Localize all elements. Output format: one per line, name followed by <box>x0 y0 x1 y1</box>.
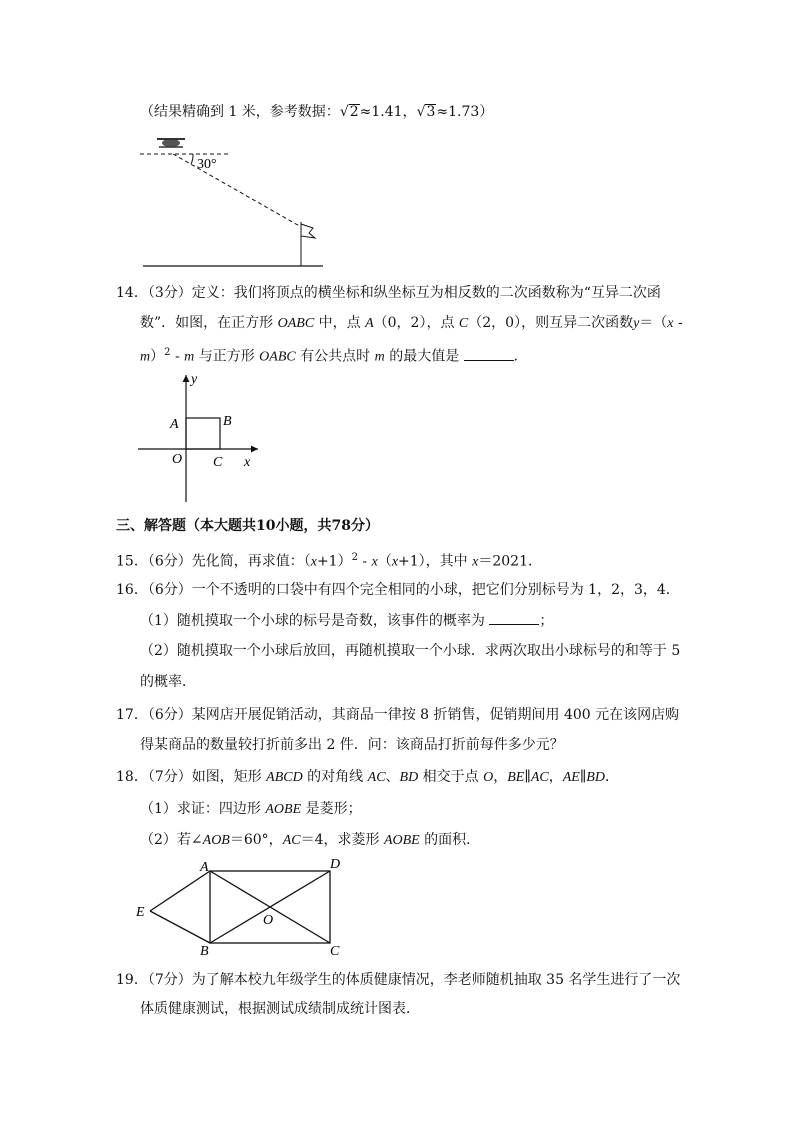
q18-ac: AC <box>367 770 386 785</box>
q18-text: 、 <box>385 769 400 785</box>
q18-text: 18．（7分）如图，矩形 <box>116 769 267 785</box>
q15-text: +1） <box>316 553 352 570</box>
q18-text: ， <box>493 769 508 785</box>
q18-text: ＝4，求菱形 <box>300 832 384 848</box>
q18-bd: BD <box>399 770 419 785</box>
label-x: x <box>244 455 251 470</box>
q14-text: 有公共点时 <box>295 348 375 365</box>
q18-ac: AC <box>282 833 301 848</box>
flag-icon <box>301 222 315 266</box>
q18-text: ＝60°， <box>229 832 283 848</box>
q17-line2: 得某商品的数量较打折前多出 2 件．问：该商品打折前每件多少元？ <box>140 737 564 753</box>
q15-text: 15．（6分）先化简，再求值：（ <box>116 553 311 570</box>
q18-abcd: ABCD <box>266 770 303 785</box>
q14-line3 <box>140 343 528 368</box>
label-d: D <box>330 857 341 872</box>
q14-point-a: A <box>365 316 374 331</box>
q16-part1 <box>140 610 553 631</box>
q14-point-c: C <box>458 316 469 331</box>
q18-text: 是菱形； <box>301 801 362 817</box>
q19-line1: 19．（7分）为了解本校九年级学生的体质健康情况，李老师随机抽取 35 名学生进行了一次 <box>116 972 681 988</box>
q15-var-x: x <box>391 554 399 570</box>
segment-ea <box>150 871 210 911</box>
q14-text: ＝（ <box>639 315 668 331</box>
q14-oabc: OABC <box>259 349 296 365</box>
square-oabc <box>186 418 220 449</box>
q18-ae: AE <box>562 770 580 785</box>
q16-answer-blank[interactable] <box>489 610 539 625</box>
q15-var-x: x <box>472 554 479 570</box>
q15-text: +1），其中 <box>398 553 473 570</box>
q18-text: （2）若∠ <box>140 832 203 848</box>
q14-text: - <box>673 315 683 331</box>
q18-line1 <box>116 767 619 788</box>
q18-parallel: ∥ <box>579 769 587 785</box>
q14-var-x: x <box>667 316 674 331</box>
q14-text: （0，2），点 <box>373 315 459 331</box>
angle-arc <box>191 154 193 164</box>
q15-text: （ <box>377 553 392 570</box>
q14-text: ． <box>513 348 528 365</box>
q18-aobe: AOBE <box>265 802 302 817</box>
q15-text: ＝2021． <box>478 553 542 570</box>
q14-line2 <box>140 313 683 334</box>
q14-text: 中，点 <box>314 315 366 331</box>
section-3-heading: 三、解答题（本大题共10小题，共78分） <box>116 518 379 534</box>
q19-line2: 体质健康测试，根据测试成绩制成统计图表． <box>140 1001 420 1017</box>
q15-var-x: x <box>310 554 317 570</box>
q14-var-m: m <box>184 349 195 365</box>
q14-exponent: 2 <box>164 347 171 358</box>
q16-part1-end: ； <box>539 613 554 629</box>
q15-line <box>116 548 542 573</box>
q16-part1-text: （1）随机摸取一个小球的标号是奇数，该事件的概率为 <box>140 613 490 629</box>
q14-text: （2，0），则互异二次函数 <box>468 315 634 331</box>
q18-text: ． <box>604 769 619 785</box>
q14-answer-blank[interactable] <box>464 346 514 361</box>
label-c: C <box>330 944 340 959</box>
q18-text: 相交于点 <box>418 769 484 785</box>
q18-text: 的对角线 <box>302 769 368 785</box>
q14-coordinate-figure <box>130 365 270 505</box>
q14-var-m: m <box>374 349 385 365</box>
q15-exponent: 2 <box>351 552 358 563</box>
q18-part1 <box>140 799 362 820</box>
label-b: B <box>200 944 209 959</box>
label-a: A <box>200 860 209 875</box>
angle-label: 30° <box>197 157 217 172</box>
q14-line1: 14．（3分）定义：我们将顶点的横坐标和纵坐标互为相反数的二次函数称为“互异二次函 <box>116 285 661 301</box>
q18-aobe: AOBE <box>383 833 420 848</box>
q16-line1: 16．（6分）一个不透明的口袋中有四个完全相同的小球，把它们分别标号为 1，2，3，4． <box>116 582 680 598</box>
q18-bd: BD <box>586 770 605 785</box>
q15-text: - <box>357 553 372 570</box>
label-o: O <box>263 913 274 928</box>
q14-text: 数”．如图，在正方形 <box>140 315 278 331</box>
sqrt3-radicand: 3 <box>426 104 436 120</box>
q14-var-m: m <box>140 349 151 365</box>
q14-text: 的最大值是 <box>384 348 464 365</box>
label-c: C <box>213 455 223 470</box>
q18-be: BE <box>507 770 525 785</box>
label-y: y <box>191 372 198 387</box>
segment-eb <box>150 911 210 943</box>
q16-part2-cont: 的概率． <box>140 674 196 690</box>
q14-text: - <box>170 348 185 365</box>
q18-o: O <box>483 770 494 785</box>
note-prefix: （结果精确到 1 米，参考数据： <box>140 104 340 120</box>
drone-icon <box>157 139 185 147</box>
q15-var-x: x <box>371 554 378 570</box>
approx-sqrt2: ≈1.41， <box>359 104 417 120</box>
drone-flag-figure <box>135 130 335 270</box>
q18-rhombus-rectangle-figure <box>132 855 352 960</box>
q14-text: 与正方形 <box>194 348 260 365</box>
q13-reference-note: （结果精确到 1 米，参考数据：√2≈1.41，√3≈1.73） <box>140 104 494 120</box>
sqrt2-radicand: 2 <box>349 104 359 120</box>
q18-parallel: ∥ <box>524 769 531 785</box>
q18-aob: AOB <box>202 833 230 848</box>
label-a: A <box>170 417 179 432</box>
label-b: B <box>223 414 232 429</box>
sight-dashed-line <box>173 154 303 228</box>
label-o: O <box>172 452 183 467</box>
q14-var-y: y <box>633 316 640 331</box>
q17-line1: 17．（6分）某网店开展促销活动，其商品一律按 8 折销售，促销期间用 400 元在该网店购 <box>116 707 680 723</box>
q14-oabc: OABC <box>277 316 315 331</box>
q16-part2: （2）随机摸取一个小球后放回，再随机摸取一个小球．求两次取出小球标号的和等于 5 <box>140 643 681 659</box>
approx-sqrt3: ≈1.73） <box>436 104 494 120</box>
q18-text: （1）求证：四边形 <box>140 801 266 817</box>
q14-text: ） <box>150 348 165 365</box>
q18-text: 的面积． <box>419 832 481 848</box>
q18-text: ， <box>548 769 563 785</box>
q18-ac: AC <box>530 770 549 785</box>
q18-part2 <box>140 830 480 851</box>
label-e: E <box>136 905 145 920</box>
